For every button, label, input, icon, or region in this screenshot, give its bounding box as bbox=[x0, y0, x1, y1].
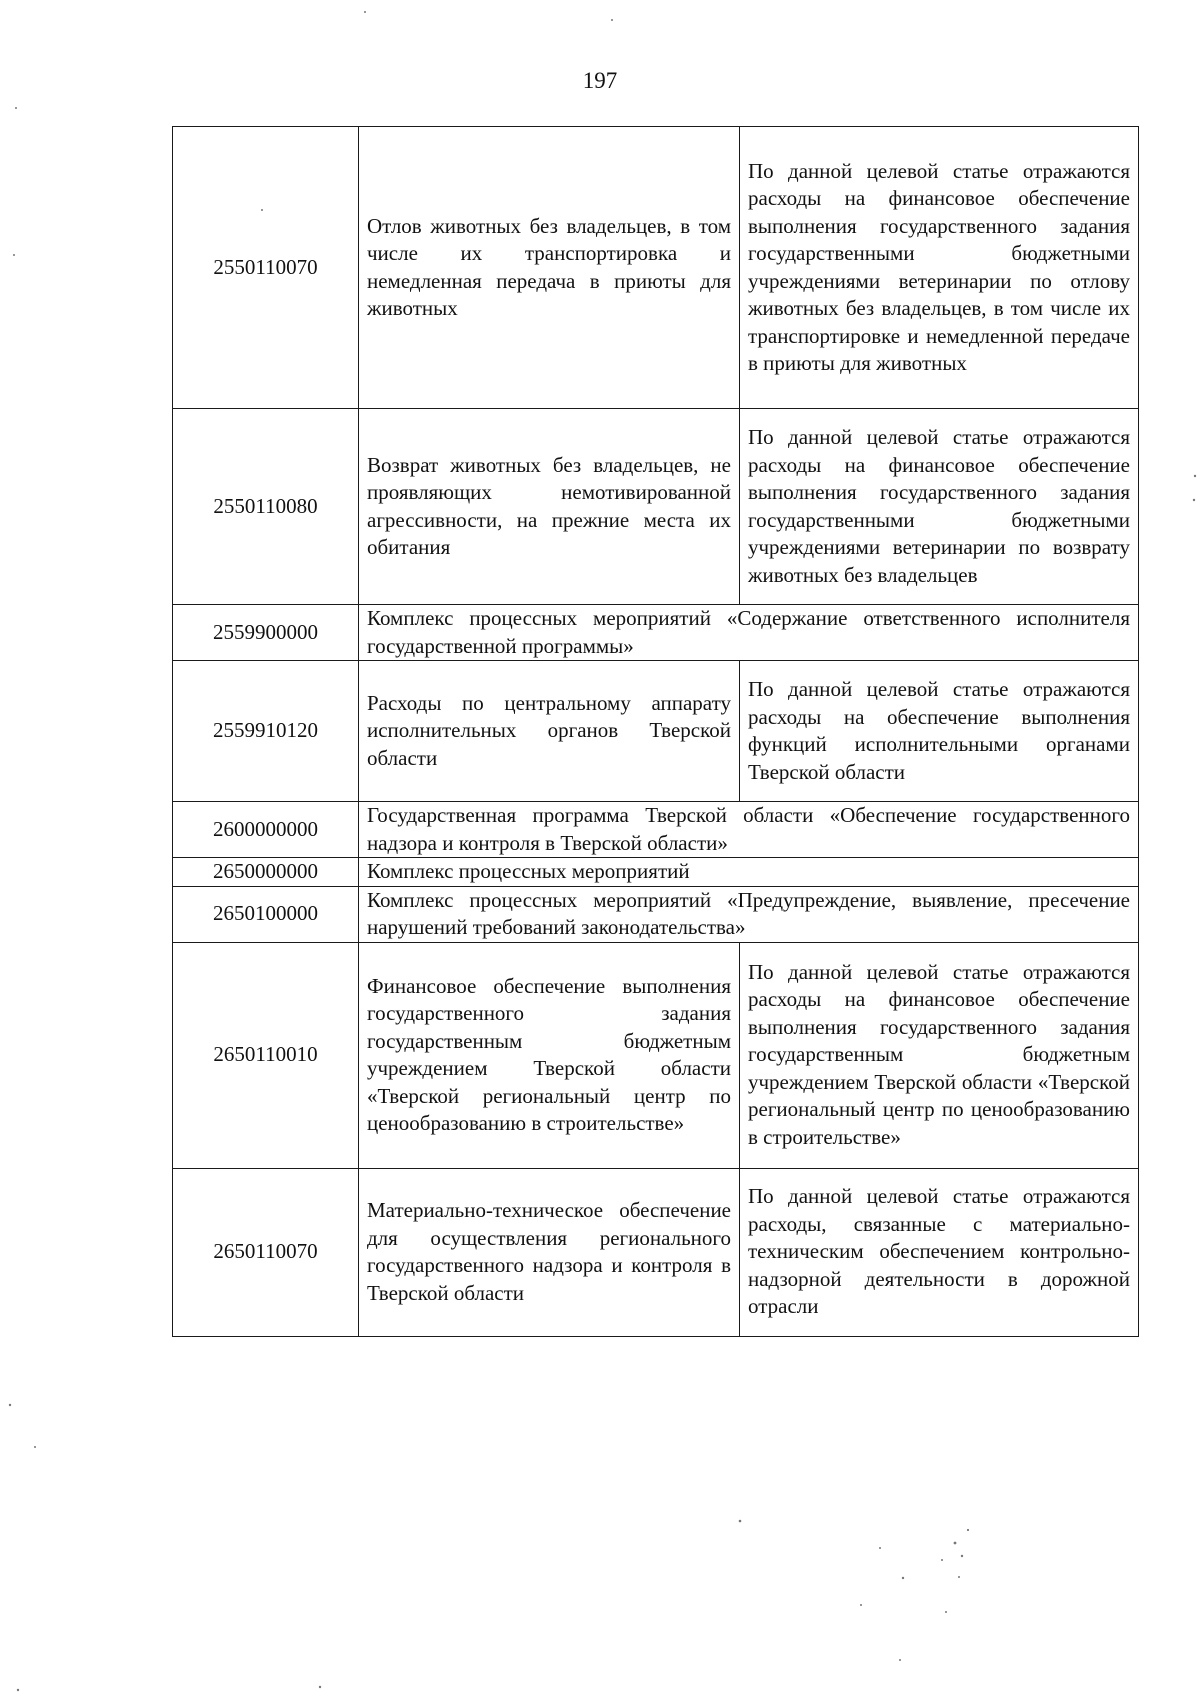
item-description-cell: По данной целевой статье отражаются расходы на финансовое обеспечение выполнения государственного задания государственными бюджетными учреждениями ветеринарии по отлову животных без владельцев, в том числе их транспортировке и немедленной передаче в приюты для животных bbox=[740, 127, 1139, 409]
item-description-cell: По данной целевой статье отражаются расходы, связанные с материально-техническим обеспечением контрольно-надзорной деятельности в дорожной отрасли bbox=[740, 1168, 1139, 1336]
target-code-cell: 2650110010 bbox=[173, 942, 359, 1168]
item-name-cell: Материально-техническое обеспечение для осуществления регионального государственного надзора и контроля в Тверской области bbox=[359, 1168, 740, 1336]
table-row bbox=[173, 1168, 1139, 1336]
section-title-cell: Комплекс процессных мероприятий «Содержание ответственного исполнителя государственной программы» bbox=[359, 605, 1139, 661]
target-code-cell: 2550110080 bbox=[173, 409, 359, 605]
item-description-cell: По данной целевой статье отражаются расходы на финансовое обеспечение выполнения государственного задания государственным бюджетным учреждением Тверской области «Тверской региональный центр по ценообразованию в строительстве» bbox=[740, 942, 1139, 1168]
table-row bbox=[173, 661, 1139, 802]
item-description-cell: По данной целевой статье отражаются расходы на обеспечение выполнения функций исполнительными органами Тверской области bbox=[740, 661, 1139, 802]
page-number: 197 bbox=[582, 68, 618, 93]
target-code-cell: 2600000000 bbox=[173, 802, 359, 858]
table-row bbox=[173, 802, 1139, 858]
target-code-cell: 2559910120 bbox=[173, 661, 359, 802]
item-name-cell: Возврат животных без владельцев, не проявляющих немотивированной агрессивности, на прежние места их обитания bbox=[359, 409, 740, 605]
table-row bbox=[173, 409, 1139, 605]
target-code-cell: 2550110070 bbox=[173, 127, 359, 409]
target-code-cell: 2650100000 bbox=[173, 886, 359, 942]
table-row bbox=[173, 605, 1139, 661]
table-row bbox=[173, 886, 1139, 942]
target-code-cell: 2650000000 bbox=[173, 858, 359, 887]
target-code-cell: 2559900000 bbox=[173, 605, 359, 661]
table-row bbox=[173, 127, 1139, 409]
table-row bbox=[173, 942, 1139, 1168]
section-title-cell: Комплекс процессных мероприятий «Предупреждение, выявление, пресечение нарушений требований законодательства» bbox=[359, 886, 1139, 942]
item-description-cell: По данной целевой статье отражаются расходы на финансовое обеспечение выполнения государственного задания государственными бюджетными учреждениями ветеринарии по возврату животных без владельцев bbox=[740, 409, 1139, 605]
table-row bbox=[173, 858, 1139, 887]
section-title-cell: Государственная программа Тверской области «Обеспечение государственного надзора и контроля в Тверской области» bbox=[359, 802, 1139, 858]
section-title-cell: Комплекс процессных мероприятий bbox=[359, 858, 1139, 887]
item-name-cell: Отлов животных без владельцев, в том числе их транспортировка и немедленная передача в приюты для животных bbox=[359, 127, 740, 409]
item-name-cell: Расходы по центральному аппарату исполнительных органов Тверской области bbox=[359, 661, 740, 802]
item-name-cell: Финансовое обеспечение выполнения государственного задания государственным бюджетным учреждением Тверской области «Тверской региональный центр по ценообразованию в строительстве» bbox=[359, 942, 740, 1168]
target-code-cell: 2650110070 bbox=[173, 1168, 359, 1336]
budget-classification-table bbox=[172, 126, 1139, 1337]
